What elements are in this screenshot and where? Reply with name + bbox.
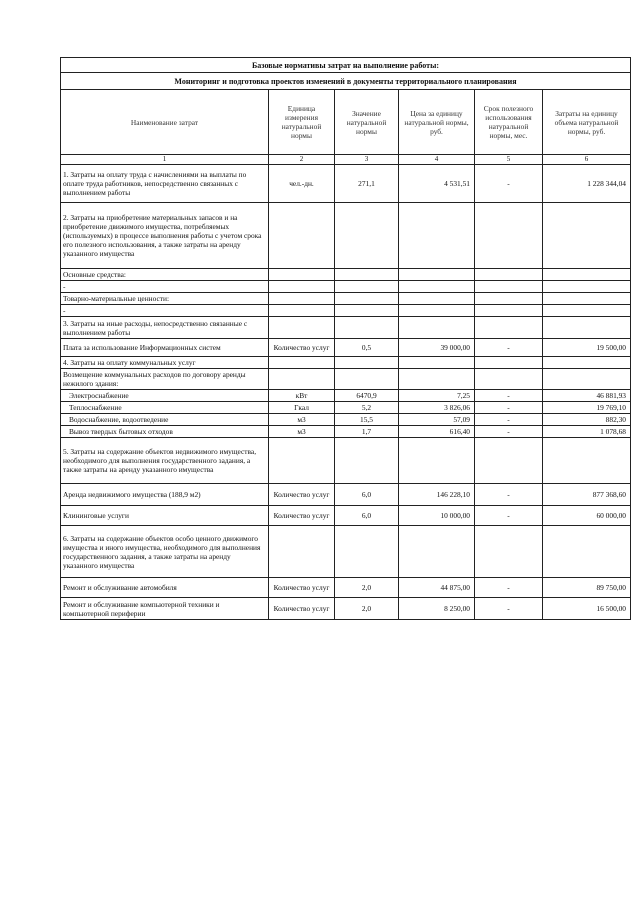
cost-name: 3. Затраты на иные расходы, непосредственно связанные с выполнением работы — [61, 317, 269, 339]
cost-total: 882,30 — [543, 414, 631, 426]
cost-total: 89 750,00 — [543, 578, 631, 598]
cost-unit: Количество услуг — [269, 506, 335, 526]
cost-value: 2,0 — [335, 578, 399, 598]
cost-unit: Количество услуг — [269, 339, 335, 357]
cost-total: 19 769,10 — [543, 402, 631, 414]
cost-name: 6. Затраты на содержание объектов особо ценного движимого имущества и иного имущества, необходимого для выполнения государственного задания, а также затраты на аренду указанного имущества — [61, 526, 269, 578]
header-name: Наименование затрат — [61, 90, 269, 155]
cost-name: - — [61, 281, 269, 293]
cost-value: 5,2 — [335, 402, 399, 414]
table-row — [61, 369, 631, 390]
header-row — [61, 90, 631, 155]
cost-value — [335, 526, 399, 578]
cost-total — [543, 293, 631, 305]
cost-price — [399, 526, 475, 578]
cost-value: 271,1 — [335, 165, 399, 203]
cost-name: 5. Затраты на содержание объектов недвижимого имущества, необходимого для выполнения государственного задания, а также затраты на аренду указанного имущества — [61, 438, 269, 484]
cost-total: 1 078,68 — [543, 426, 631, 438]
cost-unit — [269, 203, 335, 269]
cost-total: 60 000,00 — [543, 506, 631, 526]
cost-total — [543, 305, 631, 317]
cost-price: 4 531,51 — [399, 165, 475, 203]
cost-name: Водоснабжение, водоотведение — [61, 414, 269, 426]
cost-name: Вывоз твердых бытовых отходов — [61, 426, 269, 438]
cost-name: Теплоснабжение — [61, 402, 269, 414]
norms-sheet — [60, 57, 630, 620]
header-value: Значение натуральной нормы — [335, 90, 399, 155]
cost-total — [543, 281, 631, 293]
table-row — [61, 426, 631, 438]
cost-price: 7,25 — [399, 390, 475, 402]
table-row — [61, 402, 631, 414]
cost-name: Электроснабжение — [61, 390, 269, 402]
cost-value — [335, 281, 399, 293]
column-number: 5 — [475, 155, 543, 165]
cost-term: - — [475, 426, 543, 438]
header-unit: Единица измерения натуральной нормы — [269, 90, 335, 155]
table-row — [61, 598, 631, 620]
cost-value: 6470,9 — [335, 390, 399, 402]
cost-term: - — [475, 414, 543, 426]
cost-total: 16 500,00 — [543, 598, 631, 620]
cost-name: - — [61, 305, 269, 317]
cost-name: Основные средства: — [61, 269, 269, 281]
cost-total — [543, 357, 631, 369]
cost-name: Ремонт и обслуживание компьютерной техники и компьютерной периферии — [61, 598, 269, 620]
cost-value — [335, 305, 399, 317]
cost-price: 10 000,00 — [399, 506, 475, 526]
table-subtitle: Мониторинг и подготовка проектов изменений в документы территориального планирования — [61, 73, 631, 90]
cost-value — [335, 203, 399, 269]
cost-total — [543, 317, 631, 339]
table-row — [61, 578, 631, 598]
cost-unit: кВт — [269, 390, 335, 402]
table-row — [61, 390, 631, 402]
cost-price — [399, 281, 475, 293]
cost-total — [543, 269, 631, 281]
cost-name: Ремонт и обслуживание автомобиля — [61, 578, 269, 598]
cost-term — [475, 526, 543, 578]
cost-price: 146 228,10 — [399, 484, 475, 506]
cost-unit — [269, 269, 335, 281]
cost-term: - — [475, 506, 543, 526]
cost-name: Возмещение коммунальных расходов по договору аренды нежилого здания: — [61, 369, 269, 390]
cost-value: 6,0 — [335, 506, 399, 526]
cost-value: 2,0 — [335, 598, 399, 620]
cost-unit — [269, 369, 335, 390]
column-number: 6 — [543, 155, 631, 165]
cost-total: 19 500,00 — [543, 339, 631, 357]
cost-unit — [269, 281, 335, 293]
cost-term — [475, 281, 543, 293]
cost-term — [475, 317, 543, 339]
cost-unit: м3 — [269, 414, 335, 426]
cost-price: 616,40 — [399, 426, 475, 438]
cost-unit: Количество услуг — [269, 578, 335, 598]
cost-unit: Количество услуг — [269, 598, 335, 620]
cost-unit — [269, 305, 335, 317]
subtitle-row — [61, 73, 631, 90]
cost-unit: Количество услуг — [269, 484, 335, 506]
cost-value — [335, 438, 399, 484]
column-number: 4 — [399, 155, 475, 165]
cost-price: 39 000,00 — [399, 339, 475, 357]
cost-price: 44 875,00 — [399, 578, 475, 598]
cost-total — [543, 203, 631, 269]
cost-price — [399, 369, 475, 390]
table-row — [61, 165, 631, 203]
cost-term — [475, 369, 543, 390]
table-row — [61, 317, 631, 339]
cost-name: Аренда недвижимого имущества (188,9 м2) — [61, 484, 269, 506]
cost-name: Плата за использование Информационных систем — [61, 339, 269, 357]
cost-price — [399, 317, 475, 339]
cost-name: Товарно-материальные ценности: — [61, 293, 269, 305]
table-row — [61, 281, 631, 293]
cost-unit: м3 — [269, 426, 335, 438]
cost-unit: чел.-дн. — [269, 165, 335, 203]
cost-name: 1. Затраты на оплату труда с начислениями на выплаты по оплате труда работников, непосредственно связанных с выполнением работы — [61, 165, 269, 203]
cost-term: - — [475, 165, 543, 203]
cost-price — [399, 269, 475, 281]
column-number: 2 — [269, 155, 335, 165]
cost-price: 57,09 — [399, 414, 475, 426]
cost-term: - — [475, 484, 543, 506]
column-number: 1 — [61, 155, 269, 165]
cost-name: 2. Затраты на приобретение материальных запасов и на приобретение движимого имущества, потребляемых (используемых) в процессе выполнения работы с учетом срока его полезного использования, а также затраты на аренду указанного имущества — [61, 203, 269, 269]
cost-term: - — [475, 339, 543, 357]
cost-total — [543, 526, 631, 578]
table-row — [61, 484, 631, 506]
cost-name: Клининговые услуги — [61, 506, 269, 526]
cost-term: - — [475, 390, 543, 402]
cost-value: 15,5 — [335, 414, 399, 426]
norms-table — [60, 57, 631, 620]
cost-term — [475, 203, 543, 269]
cost-total — [543, 369, 631, 390]
cost-price — [399, 438, 475, 484]
cost-unit — [269, 293, 335, 305]
cost-name: 4. Затраты на оплату коммунальных услуг — [61, 357, 269, 369]
table-row — [61, 305, 631, 317]
header-cost: Затраты на единицу объема натуральной нормы, руб. — [543, 90, 631, 155]
cost-value: 6,0 — [335, 484, 399, 506]
column-numbers-row — [61, 155, 631, 165]
cost-unit — [269, 357, 335, 369]
cost-term: - — [475, 598, 543, 620]
cost-total — [543, 438, 631, 484]
table-title: Базовые нормативы затрат на выполнение работы: — [61, 58, 631, 73]
cost-total: 877 368,60 — [543, 484, 631, 506]
table-row — [61, 506, 631, 526]
table-row — [61, 339, 631, 357]
cost-term — [475, 293, 543, 305]
cost-total: 46 881,93 — [543, 390, 631, 402]
table-row — [61, 357, 631, 369]
table-row — [61, 269, 631, 281]
cost-term — [475, 269, 543, 281]
cost-term: - — [475, 402, 543, 414]
cost-price — [399, 357, 475, 369]
cost-value — [335, 269, 399, 281]
cost-value — [335, 317, 399, 339]
cost-term — [475, 305, 543, 317]
cost-price — [399, 293, 475, 305]
cost-unit: Гкал — [269, 402, 335, 414]
header-term: Срок полезного использования натуральной нормы, мес. — [475, 90, 543, 155]
cost-unit — [269, 526, 335, 578]
cost-value — [335, 357, 399, 369]
header-price: Цена за единицу натуральной нормы, руб. — [399, 90, 475, 155]
table-row — [61, 414, 631, 426]
cost-value: 0,5 — [335, 339, 399, 357]
cost-term — [475, 438, 543, 484]
cost-price: 8 250,00 — [399, 598, 475, 620]
cost-price — [399, 203, 475, 269]
table-row — [61, 293, 631, 305]
cost-term — [475, 357, 543, 369]
cost-value — [335, 369, 399, 390]
table-row — [61, 203, 631, 269]
cost-total: 1 228 344,04 — [543, 165, 631, 203]
cost-value: 1,7 — [335, 426, 399, 438]
cost-unit — [269, 438, 335, 484]
cost-unit — [269, 317, 335, 339]
table-row — [61, 438, 631, 484]
cost-term: - — [475, 578, 543, 598]
cost-price — [399, 305, 475, 317]
cost-price: 3 826,06 — [399, 402, 475, 414]
column-number: 3 — [335, 155, 399, 165]
cost-value — [335, 293, 399, 305]
table-row — [61, 526, 631, 578]
title-row — [61, 58, 631, 73]
